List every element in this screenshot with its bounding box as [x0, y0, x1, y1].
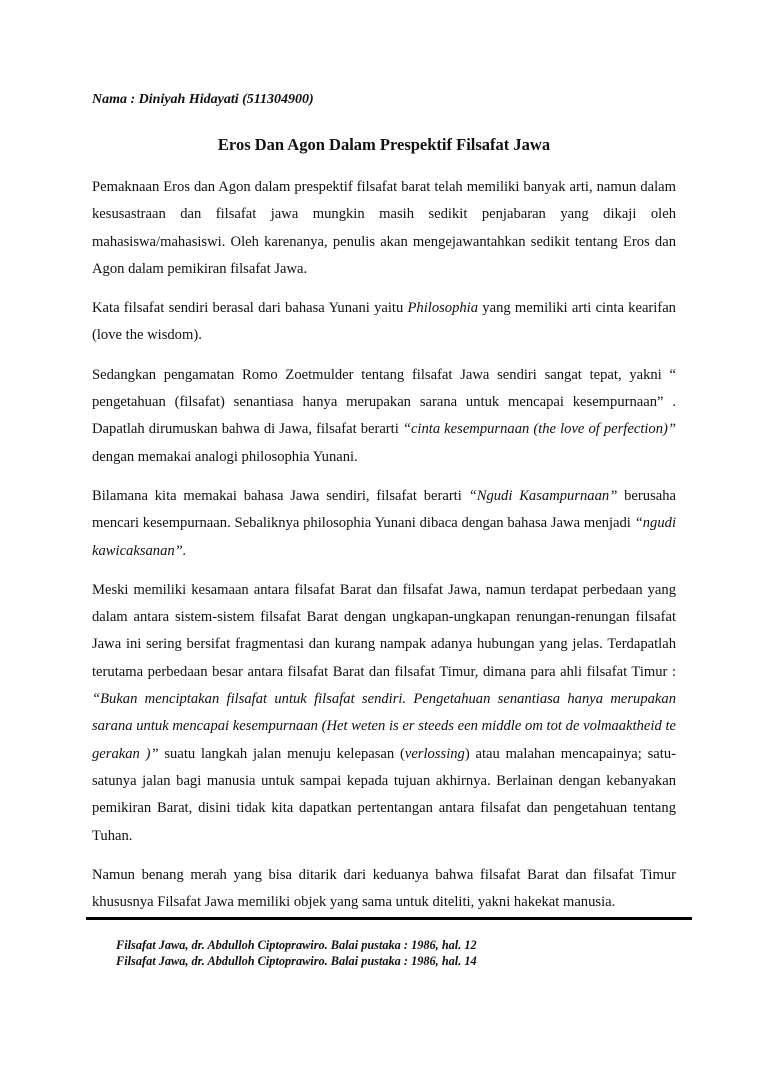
paragraph-philosophia	[92, 295, 676, 350]
text-run: Kata filsafat sendiri berasal dari bahasa Yunani yaitu	[92, 300, 408, 317]
text-run: Bilamana kita memakai bahasa Jawa sendiri, filsafat berarti	[92, 487, 469, 504]
italic-term: Philosophia	[407, 300, 479, 317]
text-run: Meski memiliki kesamaan antara filsafat Barat dan filsafat Jawa, namun terdapat perbedaan yang dalam antara sistem-sistem filsafat Barat dengan ungkapan-ungkapan renungan-renungan filsafat Jawa ini sering bersifat fragmentasi dan kurang nampak adanya hubungan yang jelas. Terdapatlah terutama perbedaan besar antara filsafat Barat dan filsafat Timur, dimana para ahli filsafat Timur :	[92, 581, 676, 680]
paragraph-zoetmulder	[92, 362, 676, 471]
paragraph-conclusion: Namun benang merah yang bisa ditarik dari keduanya bahwa filsafat Barat dan filsafat Timur khususnya Filsafat Jawa memiliki objek yang sama untuk diteliti, yakni hakekat manusia.	[92, 866, 676, 911]
text-run: Sedangkan pengamatan Romo Zoetmulder tentang filsafat Jawa sendiri sangat tepat, yakni “ pengetahuan (filsafat) senantiasa hanya merupakan sarana untuk mencapai kesempurnaan” . Dapatlah dirumuskan bahwa di Jawa, filsafat berarti	[92, 366, 676, 438]
text-run: suatu langkah jalan menuju kelepasan (	[158, 745, 405, 762]
italic-term: verlossing	[404, 745, 465, 762]
footnotes	[116, 938, 676, 969]
author-line: Nama : Diniyah Hidayati (511304900)	[92, 92, 314, 107]
text-run: yang memiliki arti cinta kearifan (love the wisdom).	[92, 300, 676, 344]
paragraph-ngudi	[92, 483, 676, 565]
footnote-2: Filsafat Jawa, dr. Abdulloh Ciptoprawiro. Balai pustaka : 1986, hal. 14	[116, 953, 477, 968]
text-run: ) atau malahan mencapainya; satu-satunya jalan bagi manusia untuk sampai kepada tujuan akhirnya. Berlainan dengan kebanyakan pemikiran Barat, disini tidak kita dapatkan pertentangan antara filsafat dan pengetahuan tentang Tuhan.	[92, 745, 676, 844]
italic-quote: “Ngudi Kasampurnaan”	[468, 487, 618, 504]
document-body	[92, 90, 676, 916]
text-run: berusaha mencari kesempurnaan. Sebaliknya philosophia Yunani dibaca dengan bahasa Jawa menjadi	[92, 487, 676, 532]
footnote-1: Filsafat Jawa, dr. Abdulloh Ciptoprawiro. Balai pustaka : 1986, hal. 12	[116, 938, 477, 952]
paragraph-barat-timur	[92, 577, 676, 850]
italic-quote: “ngudi kawicaksanan”.	[92, 515, 676, 559]
text-run: dengan memakai analogi philosophia Yunani.	[92, 448, 358, 465]
footnote-divider	[86, 917, 692, 920]
italic-quote: “cinta kesempurnaan (the love of perfection)”	[402, 421, 676, 438]
italic-quote: “Bukan menciptakan filsafat untuk filsafat sendiri. Pengetahuan senantiasa hanya merupakan sarana untuk mencapai kesempurnaan (Het weten is er steeds een middle om tot de volmaaktheid te gerakan )”	[92, 691, 676, 762]
paragraph-intro: Pemaknaan Eros dan Agon dalam prespektif filsafat barat telah memiliki banyak arti, namun dalam kesusastraan dan filsafat jawa mungkin masih sedikit penjabaran yang dikaji oleh mahasiswa/mahasiswi. Oleh karenanya, penulis akan mengejawantahkan sedikit tentang Eros dan Agon dalam pemikiran filsafat Jawa.	[92, 179, 676, 277]
page-title: Eros Dan Agon Dalam Prespektif Filsafat Jawa	[217, 135, 551, 154]
